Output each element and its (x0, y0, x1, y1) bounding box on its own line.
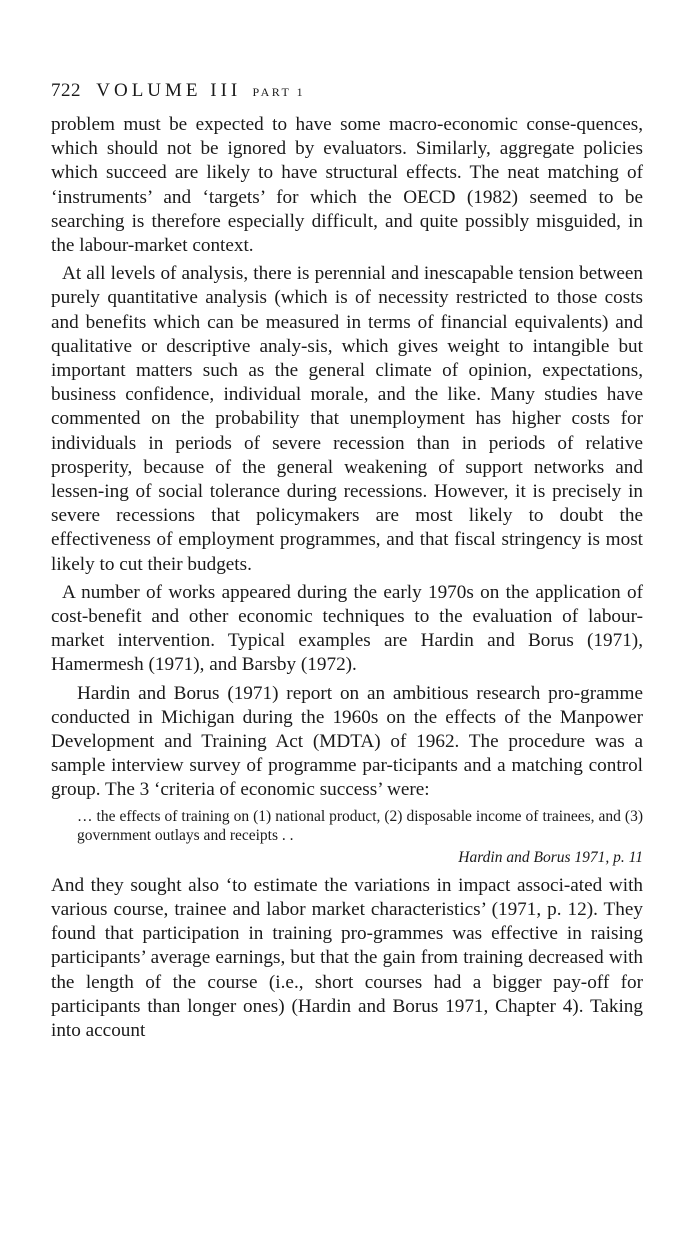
part-label: PART 1 (252, 85, 306, 99)
quote-citation: Hardin and Borus 1971, p. 11 (458, 848, 643, 866)
book-page (51, 78, 643, 1043)
paragraph-1: problem must be expected to have some macro-economic conse-quences, which should not be ignored by evaluators. Similarly, aggregate policies which succeed are likely to have structural effects. The neat matching of ‘instruments’ and ‘targets’ for which the OECD (1982) seemed to be searching is therefore especially difficult, and quite possibly misguided, in the labour-market context. (51, 114, 643, 257)
paragraph-2: At all levels of analysis, there is perennial and inescapable tension between purely quantitative analysis (which is of necessity restricted to those costs and benefits which can be measured in terms of financial equivalents) and qualitative or descriptive analy-sis, which gives weight to intangible but important matters such as the general climate of opinion, expectations, business confidence, individual morale, and the like. Many studies have commented on the probability that unemployment has higher costs for individuals in periods of severe recession than in periods of relative prosperity, because of the general weakening of support networks and lessen-ing of social tolerance during recessions. However, it is precisely in severe recessions that policymakers are most likely to doubt the effectiveness of employment programmes, and that fiscal stringency is most likely to cut their budgets. (51, 263, 643, 575)
running-head (51, 78, 643, 105)
block-quote: … the effects of training on (1) national product, (2) disposable income of trainees, and (3) government outlays and receipts . . (77, 807, 643, 845)
paragraph-4: Hardin and Borus (1971) report on an ambitious research pro-gramme conducted in Michigan during the 1960s on the effects of the Manpower Development and Training Act (MDTA) of 1962. The procedure was a sample interview survey of programme par-ticipants and a matching control group. The 3 ‘criteria of economic success’ were: (51, 682, 643, 801)
paragraph-5: And they sought also ‘to estimate the variations in impact associ-ated with various course, trainee and labor market characteristics’ (1971, p. 12). They found that participation in training pro-grammes was effective in raising participants’ average earnings, but that the gain from training decreased with the length of the course (i.e., short courses had a bigger pay-off for participants than longer ones) (Hardin and Borus 1971, Chapter 4). Taking into account (51, 874, 643, 1041)
volume-label: VOLUME III (96, 80, 242, 101)
page-number: 722 (51, 80, 81, 101)
paragraph-3: A number of works appeared during the early 1970s on the application of cost-benefit and other economic techniques to the evaluation of labour-market intervention. Typical examples are Hardin and Borus (1971), Hamermesh (1971), and Barsby (1972). (51, 581, 643, 676)
